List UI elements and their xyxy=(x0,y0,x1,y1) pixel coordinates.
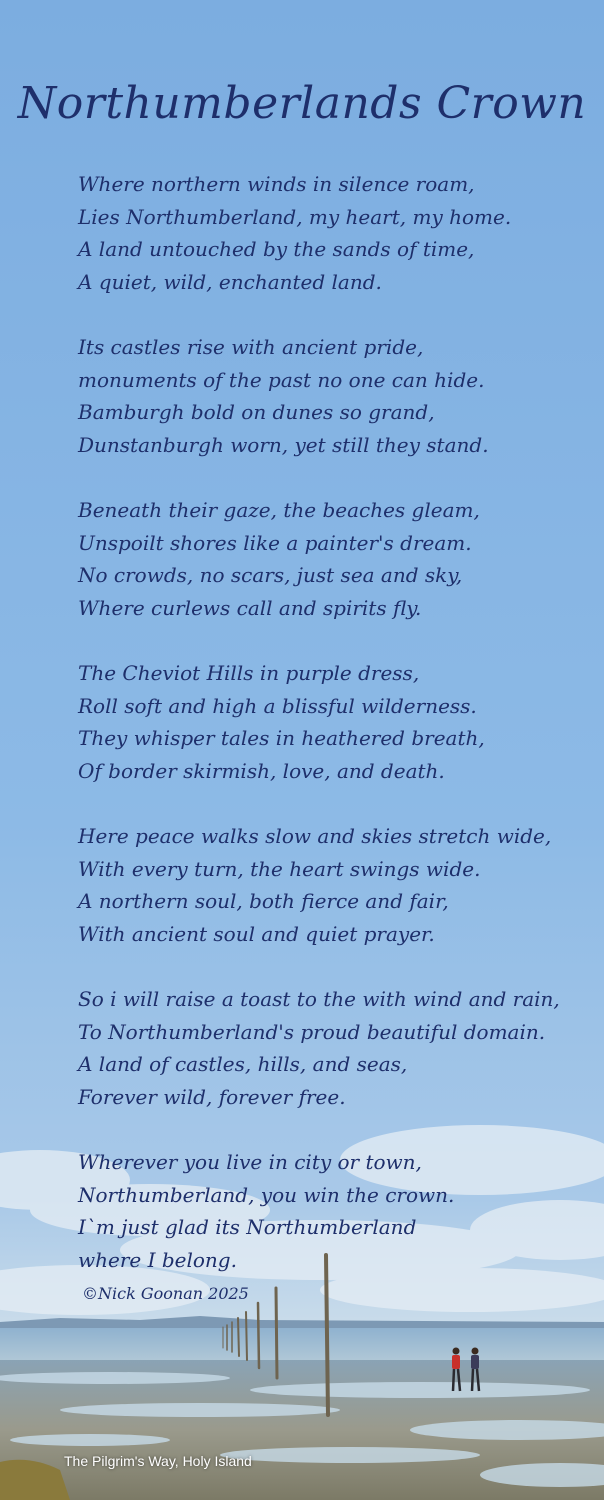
poem-line: A northern soul, both fierce and fair, xyxy=(78,889,449,913)
photo-caption: The Pilgrim's Way, Holy Island xyxy=(64,1453,252,1469)
poem-line: I`m just glad its Northumberland xyxy=(78,1215,417,1239)
stanza-2 xyxy=(78,331,588,461)
poem-line: Where northern winds in silence roam, xyxy=(78,172,475,196)
poem-line: With ancient soul and quiet prayer. xyxy=(78,921,435,946)
poem-line: monuments of the past no one can hide. xyxy=(78,367,485,392)
poem-line: Northumberland, you win the crown. xyxy=(78,1182,455,1207)
poem-title: Northumberlands Crown xyxy=(17,78,587,129)
poem-body xyxy=(78,168,588,1309)
poem-line: With every turn, the heart swings wide. xyxy=(78,856,481,881)
stanza-4 xyxy=(78,657,588,787)
poem-line: To Northumberland's proud beautiful domain. xyxy=(78,1019,546,1044)
poem-line: Where curlews call and spirits fly. xyxy=(78,595,422,620)
poem-line: A quiet, wild, enchanted land. xyxy=(78,269,382,294)
poem-line: Bamburgh bold on dunes so grand, xyxy=(78,400,435,424)
poem-line: The Cheviot Hills in purple dress, xyxy=(78,661,420,685)
poem-line: A land untouched by the sands of time, xyxy=(78,237,475,261)
stanza-5 xyxy=(78,820,588,950)
stanza-1 xyxy=(78,168,588,298)
copyright-notice: ©Nick Goonan 2025 xyxy=(82,1284,249,1303)
poem-line: where I belong. xyxy=(78,1247,237,1272)
poem-line: Forever wild, forever free. xyxy=(78,1084,346,1109)
poem-line: Dunstanburgh worn, yet still they stand. xyxy=(78,432,489,457)
poem-line: A land of castles, hills, and seas, xyxy=(78,1052,408,1076)
stanza-3 xyxy=(78,494,588,624)
poem-line: Of border skirmish, love, and death. xyxy=(78,758,445,783)
stanza-7 xyxy=(78,1146,588,1276)
poem-line: Unspoilt shores like a painter's dream. xyxy=(78,530,472,555)
poem-line: Wherever you live in city or town, xyxy=(78,1150,422,1174)
poem-line: Roll soft and high a blissful wilderness. xyxy=(78,693,477,718)
poem-line: No crowds, no scars, just sea and sky, xyxy=(78,563,463,587)
poem-line: Its castles rise with ancient pride, xyxy=(78,335,424,359)
poem-line: Lies Northumberland, my heart, my home. xyxy=(78,204,512,229)
poem-line: Here peace walks slow and skies stretch wide, xyxy=(78,824,552,848)
stanza-6 xyxy=(78,983,588,1113)
poem-line: Beneath their gaze, the beaches gleam, xyxy=(78,498,480,522)
poem-line: They whisper tales in heathered breath, xyxy=(78,726,485,750)
poem-line: So i will raise a toast to the with wind and rain, xyxy=(78,987,560,1011)
